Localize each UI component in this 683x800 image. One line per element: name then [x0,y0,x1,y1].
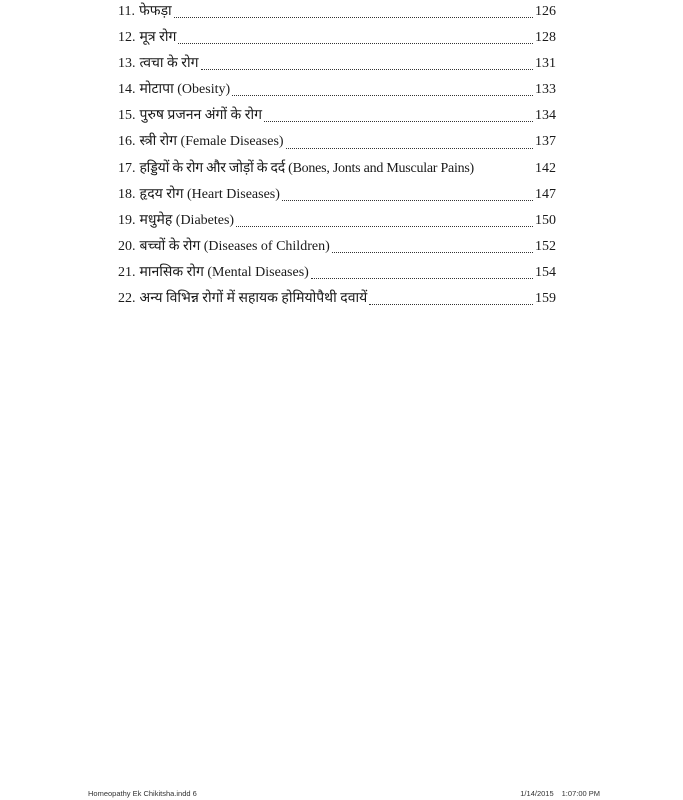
toc-entry-page: 150 [535,212,556,228]
toc-entry-number: 21. [118,264,136,280]
toc-entry [118,182,556,208]
toc-entry [118,234,556,260]
toc-entry-number: 13. [118,56,136,72]
toc-entry [118,25,556,51]
toc-entry-title: अन्य विभिन्न रोगों में सहायक होमियोपैथी दवायें [139,291,368,307]
toc-entry-page: 152 [535,238,556,254]
footer-timestamp [520,789,600,798]
toc-entry [118,0,556,25]
toc-entry-number: 14. [118,82,136,98]
dot-leader [369,303,533,305]
toc-entry-number: 16. [118,134,136,150]
toc-entry-title: पुरुष प्रजनन अंगों के रोग [139,108,262,124]
dot-leader [174,16,533,18]
toc-entry [118,77,556,103]
toc-entry-page: 137 [535,134,556,150]
toc-entry-page: 159 [535,291,556,307]
footer-date: 1/14/2015 [520,789,554,798]
toc-entry-title: बच्चों के रोग (Diseases of Children) [139,238,330,254]
dot-leader [264,120,533,122]
toc-entry-title: फेफड़ा [138,4,172,19]
toc-entry-title: मूत्र रोग [139,30,177,46]
toc-entry [118,286,556,312]
toc-entry-page: 142 [535,160,556,176]
dot-leader [236,225,533,227]
toc-entry [118,208,556,234]
toc-entry-page: 126 [535,4,556,19]
table-of-contents [118,0,556,312]
toc-entry-title: मधुमेह (Diabetes) [139,212,235,228]
toc-entry-title: हड्डियों के रोग और जोड़ों के दर्द (Bones, Jonts and Muscular Pains) [139,160,474,176]
toc-entry-title: हृदय रोग (Heart Diseases) [139,186,280,202]
toc-entry-title: स्त्री रोग (Female Diseases) [139,134,284,150]
dot-leader [286,147,533,149]
toc-entry [118,103,556,129]
toc-entry-title: त्वचा के रोग [139,56,199,72]
toc-entry-page: 133 [535,82,556,98]
dot-leader [311,277,533,279]
print-footer [0,789,683,800]
toc-entry-page: 154 [535,264,556,280]
footer-filename: Homeopathy Ek Chikitsha.indd 6 [88,789,197,798]
toc-entry-page: 128 [535,30,556,46]
dot-leader [201,68,534,70]
toc-entry-number: 15. [118,108,136,124]
toc-entry-number: 20. [118,238,136,254]
toc-entry [118,156,556,182]
dot-leader [232,94,533,96]
toc-entry-page: 131 [535,56,556,72]
toc-entry-number: 12. [118,30,136,46]
toc-entry-number: 11. [118,4,135,19]
toc-entry-page: 147 [535,186,556,202]
toc-entry-number: 22. [118,291,136,307]
toc-entry [118,260,556,286]
toc-entry-page: 134 [535,108,556,124]
toc-entry-number: 19. [118,212,136,228]
dot-leader [474,173,535,174]
dot-leader [332,251,533,253]
toc-entry-title: मानसिक रोग (Mental Diseases) [139,264,309,280]
footer-time: 1:07:00 PM [561,789,600,798]
toc-entry [118,129,556,155]
toc-entry [118,51,556,77]
dot-leader [282,199,533,201]
dot-leader [178,42,533,44]
toc-entry-title: मोटापा (Obesity) [139,82,231,98]
toc-entry-number: 18. [118,186,136,202]
toc-entry-number: 17. [118,160,136,176]
